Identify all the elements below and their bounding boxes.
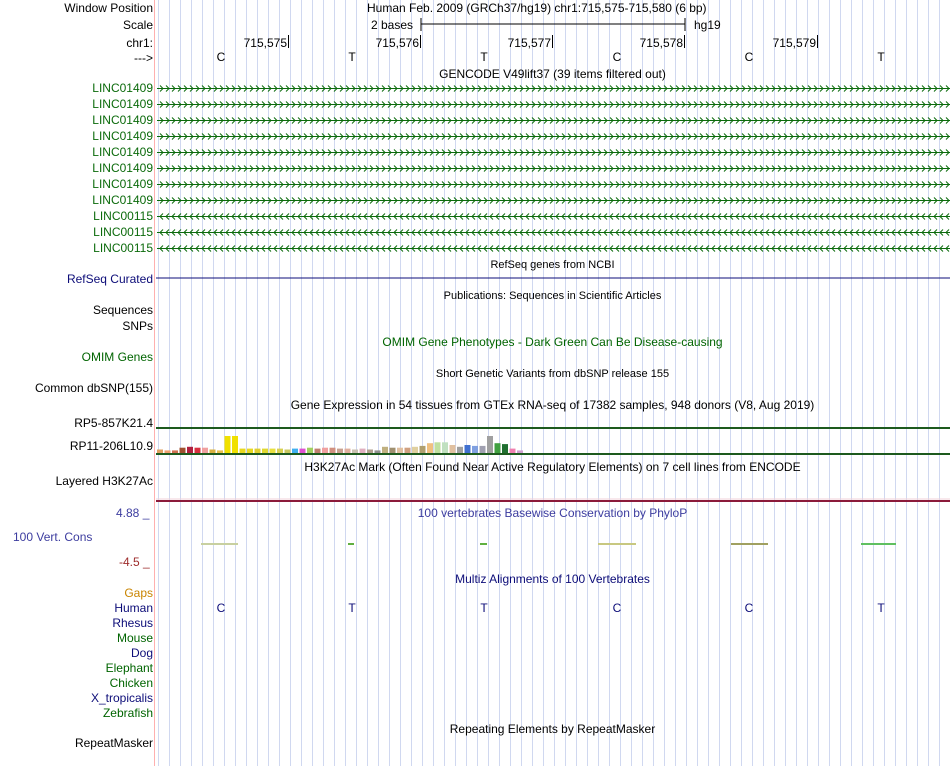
- gencode-transcript-label[interactable]: LINC01409: [92, 161, 153, 175]
- conservation-label[interactable]: 100 Vert. Cons: [13, 530, 93, 544]
- human-base-letter: T: [480, 601, 488, 615]
- refseq-label[interactable]: RefSeq Curated: [66, 272, 153, 286]
- gencode-transcript-line[interactable]: [0, 148, 950, 158]
- base-letter: C: [612, 50, 622, 64]
- conservation-mark: [201, 543, 238, 545]
- gencode-transcript-line[interactable]: [0, 180, 950, 190]
- sequences-label[interactable]: Sequences: [92, 303, 153, 317]
- coordinate-tick-label: 715,578: [639, 36, 683, 50]
- base-letter: C: [744, 50, 754, 64]
- scale-text: 2 bases: [371, 18, 414, 32]
- multiz-species-label[interactable]: Zebrafish: [102, 706, 153, 720]
- multiz-species-label[interactable]: Dog: [130, 646, 153, 660]
- human-base-letter: C: [216, 601, 226, 615]
- gencode-transcript-line[interactable]: [0, 228, 950, 238]
- gencode-transcript-line[interactable]: [0, 196, 950, 206]
- repeatmasker-label[interactable]: RepeatMasker: [74, 736, 153, 750]
- omim-label[interactable]: OMIM Genes: [81, 350, 153, 364]
- h3k27ac-title: H3K27Ac Mark (Often Found Near Active Regulatory Elements) on 7 cell lines from ENCODE: [304, 460, 801, 474]
- multiz-title: Multiz Alignments of 100 Vertebrates: [455, 572, 650, 586]
- gencode-transcript-label[interactable]: LINC01409: [92, 97, 153, 111]
- human-base-letter: T: [348, 601, 356, 615]
- conservation-mark: [480, 543, 487, 545]
- multiz-species-label[interactable]: Human: [114, 601, 153, 615]
- multiz-species-label[interactable]: Chicken: [109, 676, 153, 690]
- coordinate-tick: [552, 35, 553, 48]
- scale-bar: [0, 0, 950, 40]
- gencode-transcript-label[interactable]: LINC01409: [92, 193, 153, 207]
- gtex-gene-2-label[interactable]: RP11-206L10.9: [69, 439, 153, 453]
- gencode-transcript-label[interactable]: LINC01409: [92, 129, 153, 143]
- gencode-transcript-label[interactable]: LINC00115: [93, 209, 153, 223]
- gencode-transcript-label[interactable]: LINC01409: [92, 113, 153, 127]
- image-divider: [154, 0, 155, 766]
- h3k27ac-signal[interactable]: [0, 497, 950, 505]
- assembly-label: hg19: [694, 18, 721, 32]
- conservation-mark: [731, 543, 768, 545]
- gencode-transcript-line[interactable]: [0, 132, 950, 142]
- base-letter: T: [480, 50, 488, 64]
- gencode-transcript-line[interactable]: [0, 244, 950, 254]
- gencode-transcript-label[interactable]: LINC01409: [92, 145, 153, 159]
- gencode-transcript-label[interactable]: LINC00115: [93, 241, 153, 255]
- multiz-species-label[interactable]: X_tropicalis: [90, 691, 153, 705]
- gtex-title: Gene Expression in 54 tissues from GTEx RNA-seq of 17382 samples, 948 donors (V8, Aug 2019): [290, 398, 815, 412]
- chrom-label: chr1:: [126, 36, 153, 50]
- coordinate-tick-label: 715,577: [507, 36, 551, 50]
- gencode-title: GENCODE V49lift37 (39 items filtered out): [439, 67, 666, 81]
- scale-label: Scale: [122, 18, 153, 32]
- gencode-transcript-label[interactable]: LINC00115: [93, 225, 153, 239]
- human-base-letter: C: [612, 601, 622, 615]
- conservation-signal[interactable]: [0, 540, 950, 550]
- conservation-mark: [861, 543, 896, 545]
- gencode-transcript-label[interactable]: LINC01409: [92, 81, 153, 95]
- dbsnp-label[interactable]: Common dbSNP(155): [34, 381, 153, 395]
- gaps-label[interactable]: Gaps: [124, 586, 153, 600]
- conservation-min-label: -4.5 _: [119, 555, 150, 569]
- gtex-gene-2-line[interactable]: [0, 451, 950, 457]
- refseq-title: RefSeq genes from NCBI: [490, 259, 615, 271]
- window-position-label: Window Position: [64, 1, 153, 15]
- base-letter: T: [348, 50, 356, 64]
- omim-title: OMIM Gene Phenotypes - Dark Green Can Be Disease-causing: [382, 335, 723, 349]
- gencode-transcript-line[interactable]: [0, 116, 950, 126]
- browser-grid: [155, 0, 950, 766]
- h3k27ac-label[interactable]: Layered H3K27Ac: [55, 474, 153, 488]
- coordinate-tick: [817, 35, 818, 48]
- coordinate-tick-label: 715,575: [243, 36, 287, 50]
- multiz-species-label[interactable]: Mouse: [116, 631, 153, 645]
- gencode-transcript-line[interactable]: [0, 212, 950, 222]
- conservation-title: 100 vertebrates Basewise Conservation by PhyloP: [417, 506, 688, 520]
- coordinate-tick-label: 715,579: [772, 36, 816, 50]
- conservation-max-label: 4.88 _: [116, 506, 150, 520]
- coordinate-tick: [288, 35, 289, 48]
- conservation-mark: [348, 543, 354, 545]
- refseq-line[interactable]: [0, 273, 950, 283]
- coordinate-tick-label: 715,576: [375, 36, 419, 50]
- conservation-mark: [598, 543, 636, 545]
- gencode-transcript-line[interactable]: [0, 164, 950, 174]
- gencode-transcript-line[interactable]: [0, 84, 950, 94]
- gtex-gene-1-label[interactable]: RP5-857K21.4: [74, 416, 153, 430]
- coordinate-tick: [420, 35, 421, 48]
- human-base-letter: T: [877, 601, 885, 615]
- base-letter: C: [216, 50, 226, 64]
- gencode-transcript-line[interactable]: [0, 100, 950, 110]
- multiz-species-label[interactable]: Elephant: [105, 661, 153, 675]
- repeatmasker-title: Repeating Elements by RepeatMasker: [449, 722, 656, 736]
- position-text[interactable]: Human Feb. 2009 (GRCh37/hg19) chr1:715,575-715,580 (6 bp): [367, 1, 707, 15]
- base-letter: T: [877, 50, 885, 64]
- snps-label[interactable]: SNPs: [122, 319, 153, 333]
- human-base-letter: C: [744, 601, 754, 615]
- multiz-species-label[interactable]: Rhesus: [112, 616, 153, 630]
- gencode-transcript-label[interactable]: LINC01409: [92, 177, 153, 191]
- coordinate-tick: [684, 35, 685, 48]
- dbsnp-title: Short Genetic Variants from dbSNP release 155: [435, 368, 670, 380]
- strand-label: --->: [134, 51, 153, 65]
- publications-title: Publications: Sequences in Scientific Articles: [443, 290, 662, 302]
